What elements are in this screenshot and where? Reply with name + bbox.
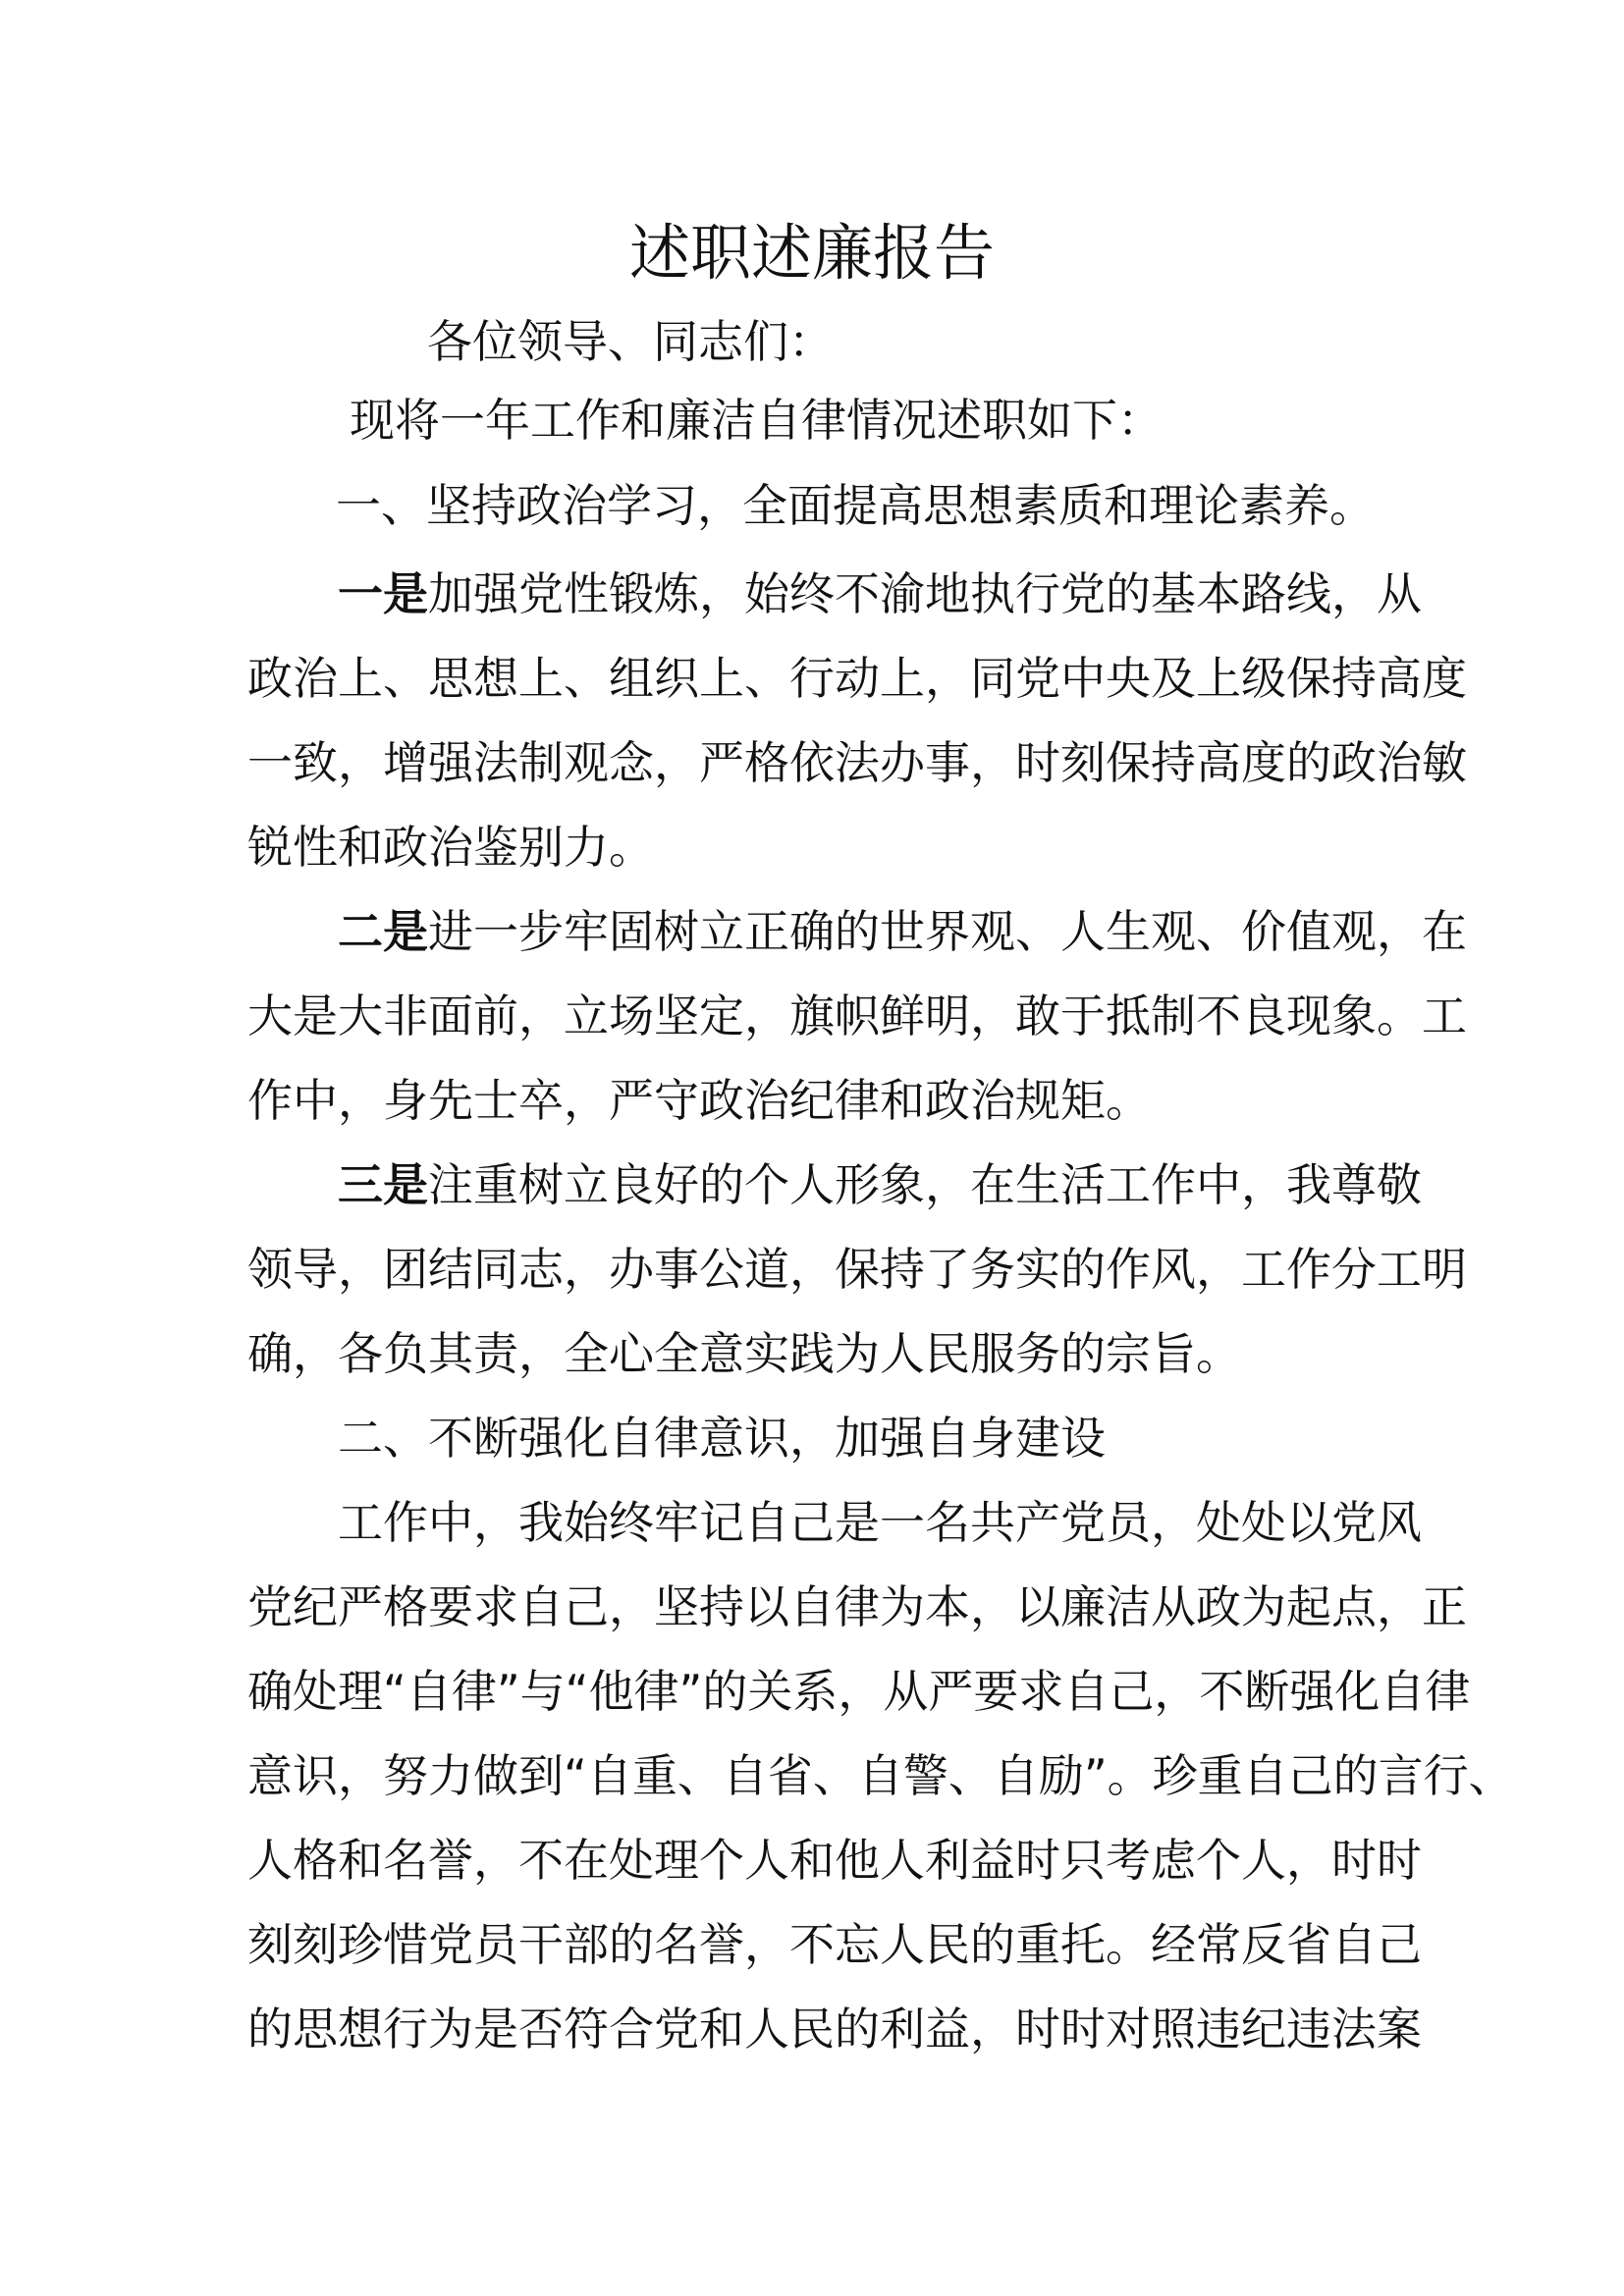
line-text: 领导，团结同志，办事公道，保持了务实的作风，工作分工明 bbox=[247, 1243, 1467, 1296]
line-text: 二、不断强化自律意识，加强自身建设 bbox=[338, 1412, 1106, 1465]
text-line bbox=[247, 1480, 1422, 1565]
bold-lead: 一是 bbox=[338, 567, 428, 620]
bold-lead: 二是 bbox=[338, 905, 428, 958]
text-line bbox=[247, 974, 1467, 1058]
document-title: 述职述廉报告 bbox=[628, 217, 995, 289]
line-text: 一致，增强法制观念，严格依法办事，时刻保持高度的政治敏 bbox=[247, 736, 1467, 789]
text-line bbox=[247, 552, 1422, 636]
text-line bbox=[247, 1818, 1422, 1902]
text-line bbox=[247, 1058, 1386, 1143]
line-text: 加强党性锻炼，始终不渝地执行党的基本路线，从 bbox=[428, 567, 1422, 620]
text-line bbox=[247, 636, 1467, 721]
line-text: 人格和名誉，不在处理个人和他人利益时只考虑个人，时时 bbox=[247, 1834, 1422, 1887]
line-text: 大是大非面前，立场坚定，旗帜鲜明，敢于抵制不良现象。工 bbox=[247, 989, 1467, 1042]
text-line bbox=[247, 721, 1467, 805]
paragraph bbox=[247, 552, 1467, 889]
line-text: 刻刻珍惜党员干部的名誉，不忘人民的重托。经常反省自己 bbox=[247, 1918, 1422, 1971]
text-line bbox=[247, 889, 1467, 974]
paragraph bbox=[247, 889, 1467, 1143]
line-text: 工作中，我始终牢记自己是一名共产党员，处处以党风 bbox=[338, 1496, 1422, 1549]
text-line bbox=[247, 805, 1386, 889]
text-line bbox=[247, 1565, 1467, 1649]
document-body bbox=[247, 552, 1514, 2071]
bold-lead: 三是 bbox=[338, 1158, 428, 1211]
line-text: 注重树立良好的个人形象，在生活工作中，我尊敬 bbox=[428, 1158, 1422, 1211]
line-text: 政治上、思想上、组织上、行动上，同党中央及上级保持高度 bbox=[247, 652, 1467, 705]
text-line bbox=[247, 1396, 1386, 1480]
line-text: 的思想行为是否符合党和人民的利益，时时对照违纪违法案 bbox=[247, 2002, 1422, 2056]
text-line bbox=[247, 1649, 1471, 1734]
line-text: 确处理“自律”与“他律”的关系，从严要求自己，不断强化自律 bbox=[247, 1665, 1471, 1718]
text-line bbox=[247, 1734, 1514, 1818]
section-heading bbox=[247, 1396, 1386, 1480]
line-text: 作中，身先士卒，严守政治纪律和政治规矩。 bbox=[247, 1074, 1151, 1127]
text-line bbox=[247, 1311, 1386, 1396]
section-heading-1: 一、坚持政治学习，全面提高思想素质和理论素养。 bbox=[336, 479, 1375, 532]
line-text: 锐性和政治鉴别力。 bbox=[247, 821, 654, 874]
line-text: 确，各负其责，全心全意实践为人民服务的宗旨。 bbox=[247, 1327, 1241, 1380]
line-text: 进一步牢固树立正确的世界观、人生观、价值观，在 bbox=[428, 905, 1467, 958]
line-text: 意识，努力做到“自重、自省、自警、自励”。珍重自己的言行、 bbox=[247, 1749, 1514, 1802]
paragraph bbox=[247, 1480, 1514, 2071]
text-line bbox=[247, 1902, 1422, 1987]
greeting: 各位领导、同志们： bbox=[427, 315, 834, 368]
text-line bbox=[247, 1987, 1422, 2071]
paragraph bbox=[247, 1143, 1467, 1396]
intro-line: 现将一年工作和廉洁自律情况述职如下： bbox=[350, 394, 1163, 447]
text-line bbox=[247, 1143, 1422, 1227]
text-line bbox=[247, 1227, 1467, 1311]
line-text: 党纪严格要求自己，坚持以自律为本，以廉洁从政为起点，正 bbox=[247, 1580, 1467, 1633]
